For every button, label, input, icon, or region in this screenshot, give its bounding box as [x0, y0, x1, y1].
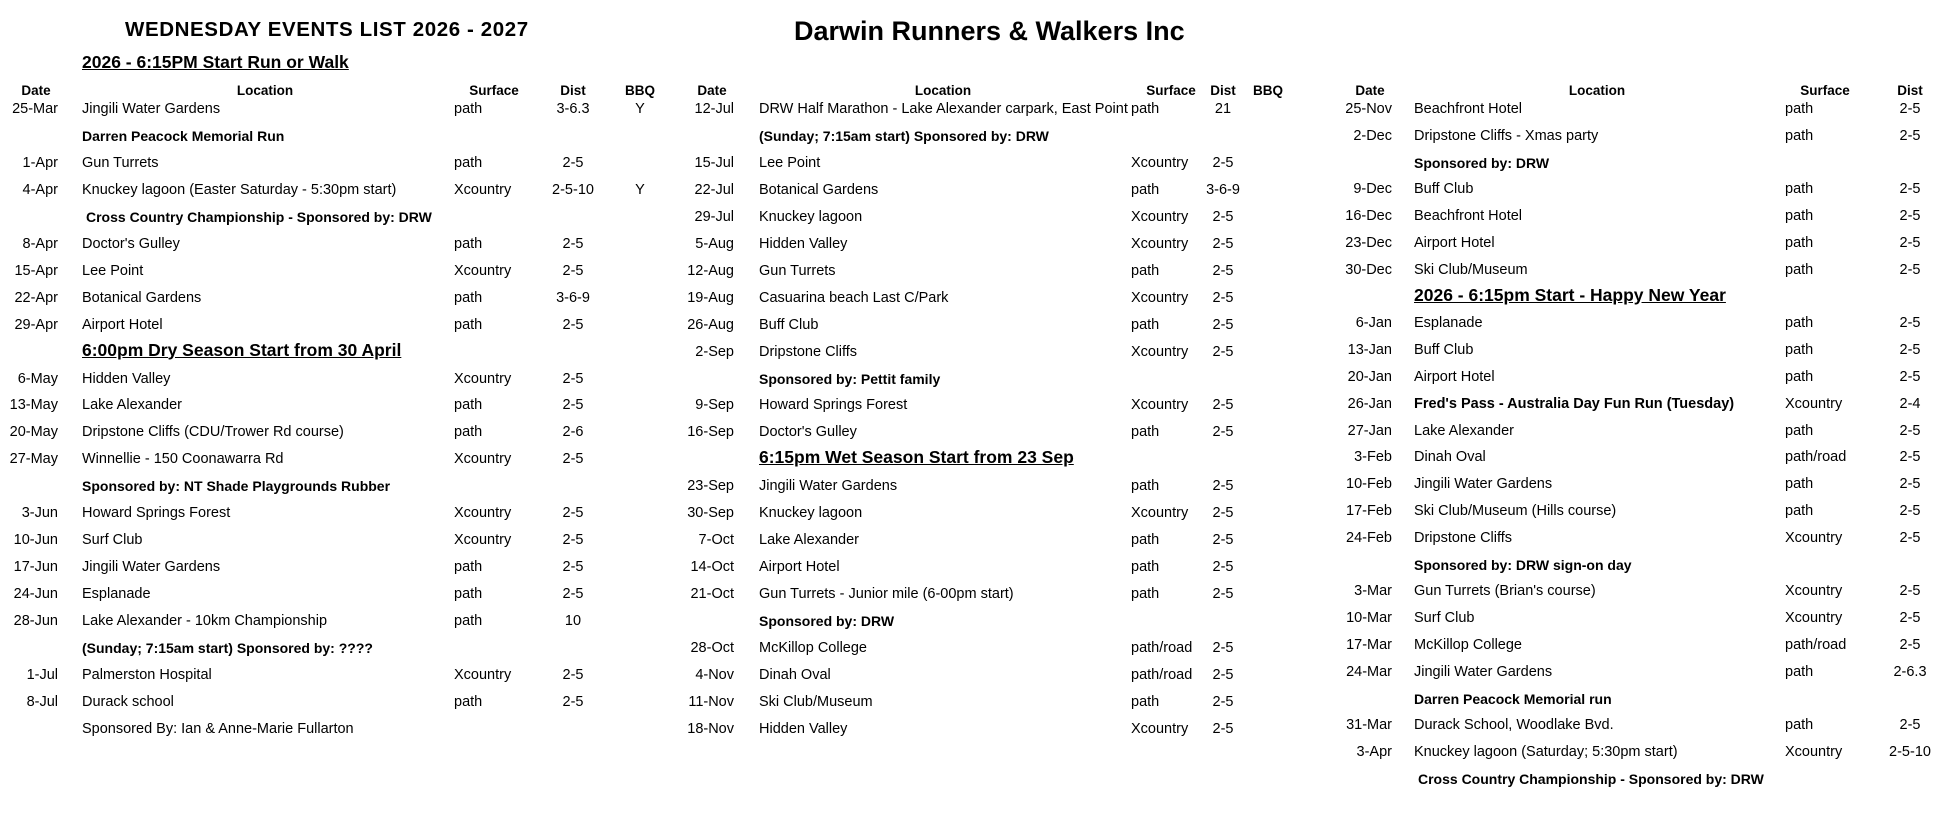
note-text: Sponsored by: DRW sign-on day: [1414, 556, 1632, 573]
event-distance: 2-5: [1212, 235, 1234, 252]
table-row: [0, 501, 1949, 521]
event-location: Buff Club: [1414, 181, 1474, 198]
section-heading: [0, 284, 1949, 307]
event-date: 23-Dec: [1345, 235, 1392, 251]
event-surface: Xcountry: [1785, 610, 1843, 627]
event-surface: Xcountry: [1131, 208, 1189, 225]
event-distance: 2-5: [1899, 369, 1921, 385]
event-distance: 2-6.3: [1893, 663, 1927, 680]
note-text: Darren Peacock Memorial run: [1414, 690, 1612, 707]
event-distance: 2-5: [1899, 181, 1921, 198]
event-date: 23-Sep: [687, 478, 734, 495]
event-date: 12-Aug: [687, 262, 734, 279]
column-header-surface: Surface: [1800, 83, 1850, 98]
table-row: [0, 313, 1949, 333]
event-distance: 2-5: [562, 532, 584, 549]
event-date: 2-Dec: [1353, 127, 1392, 144]
event-surface: Xcountry: [1131, 235, 1189, 252]
event-surface: path: [454, 613, 483, 630]
event-location: Ski Club/Museum: [759, 693, 873, 710]
event-date: 18-Nov: [687, 720, 734, 737]
row-note: [0, 153, 1949, 173]
event-surface: path: [1131, 101, 1160, 117]
event-surface: path: [1131, 586, 1160, 603]
event-date: 30-Dec: [1345, 261, 1392, 278]
column-header-location: Location: [914, 83, 972, 98]
event-date: 27-Jan: [1347, 422, 1392, 439]
note-text: Sponsored by: DRW: [1414, 154, 1550, 171]
event-date: 24-Feb: [1346, 529, 1392, 546]
event-distance: 21: [1214, 101, 1232, 117]
event-distance: 2-5: [562, 262, 584, 279]
event-distance: 2-5: [562, 370, 584, 387]
event-distance: 2-6: [562, 424, 584, 441]
event-date: 15-Apr: [14, 262, 58, 279]
event-distance: 2-5: [1212, 505, 1234, 522]
column-header-location: Location: [236, 83, 294, 98]
event-date: 10-Jun: [13, 532, 58, 549]
event-date: 21-Oct: [690, 586, 734, 603]
event-surface: path: [454, 693, 483, 710]
event-date: 4-Nov: [695, 666, 734, 683]
event-distance: 2-5: [562, 316, 584, 333]
event-date: 8-Apr: [22, 235, 58, 252]
event-surface: Xcountry: [454, 532, 512, 549]
event-date: 11-Nov: [688, 693, 734, 710]
event-date: 29-Jul: [694, 208, 734, 225]
event-location: Jingili Water Gardens: [82, 101, 221, 117]
event-location: Botanical Gardens: [759, 181, 879, 198]
event-date: 26-Jan: [1347, 395, 1392, 412]
table-row: [0, 715, 1949, 735]
event-location: Jingili Water Gardens: [82, 559, 221, 576]
event-surface: Xcountry: [1131, 343, 1189, 360]
event-location: Airport Hotel: [1414, 369, 1495, 385]
event-surface: Xcountry: [1785, 744, 1843, 761]
event-location: DRW Half Marathon - Lake Alexander carpark, East Point: [759, 101, 1128, 117]
event-surface: path: [1131, 532, 1160, 549]
event-location: Gun Turrets: [759, 262, 836, 279]
table-row: [0, 608, 1949, 628]
event-location: Beachfront Hotel: [1414, 208, 1523, 225]
event-date: 6-May: [17, 370, 58, 387]
event-distance: 2-5: [1899, 315, 1921, 332]
event-date: 1-Apr: [22, 154, 58, 171]
section-heading-text: 2026 - 6:15pm Start - Happy New Year: [1414, 284, 1726, 305]
event-surface: path: [1785, 127, 1814, 144]
section-heading-text: 6:00pm Dry Season Start from 30 April: [82, 339, 402, 360]
event-distance: 3-6-9: [1206, 181, 1240, 198]
event-surface: path: [1131, 559, 1160, 576]
event-date: 20-May: [9, 424, 58, 441]
event-distance: 2-5: [1899, 101, 1921, 117]
event-location: Gun Turrets - Junior mile (6-00pm start): [759, 586, 1014, 603]
column-header-surface: Surface: [469, 83, 519, 98]
event-surface: path/road: [1785, 637, 1847, 653]
table-row: [0, 662, 1949, 682]
event-location: Knuckey lagoon: [759, 505, 863, 522]
event-distance: 2-5: [562, 235, 584, 252]
event-date: 20-Jan: [1347, 369, 1392, 385]
event-date: 3-Jun: [21, 505, 58, 522]
event-surface: path/road: [1785, 449, 1847, 466]
event-date: 24-Mar: [1346, 663, 1392, 680]
event-date: 14-Oct: [690, 559, 734, 576]
event-location: Palmerston Hospital: [82, 666, 212, 683]
event-distance: 2-5: [1899, 717, 1921, 734]
note-text: (Sunday; 7:15am start) Sponsored by: ????: [82, 640, 373, 656]
event-location: Knuckey lagoon (Saturday; 5:30pm start): [1414, 744, 1678, 761]
event-surface: path: [454, 424, 483, 441]
event-location: Jingili Water Gardens: [1414, 476, 1553, 493]
event-location: Beachfront Hotel: [1414, 101, 1523, 117]
event-date: 16-Dec: [1345, 208, 1392, 225]
event-location: Hidden Valley: [82, 370, 171, 387]
event-distance: 2-5-10: [552, 181, 594, 198]
event-date: 22-Jul: [694, 181, 734, 198]
event-location: Dripstone Cliffs (CDU/Trower Rd course): [82, 424, 344, 441]
event-location: Airport Hotel: [759, 559, 840, 576]
event-location: Surf Club: [1414, 610, 1475, 627]
event-surface: path: [1131, 181, 1160, 198]
event-location: Gun Turrets: [82, 154, 159, 171]
event-date: 16-Sep: [687, 424, 734, 441]
event-location: Airport Hotel: [82, 316, 163, 333]
event-surface: Xcountry: [1785, 583, 1843, 600]
event-date: 17-Feb: [1346, 503, 1392, 519]
event-surface: path: [454, 101, 483, 117]
table-row: [0, 474, 1949, 494]
event-surface: path: [1785, 208, 1814, 225]
event-date: 28-Jun: [13, 613, 58, 630]
event-surface: path: [1131, 693, 1160, 710]
event-date: 1-Jul: [26, 666, 58, 683]
note-text: Darren Peacock Memorial Run: [82, 127, 285, 144]
event-bbq: Y: [635, 101, 645, 117]
event-date: 3-Mar: [1354, 583, 1392, 600]
event-surface: path: [454, 235, 483, 252]
table-row: [0, 99, 1949, 119]
event-location: Hidden Valley: [759, 235, 848, 252]
event-distance: 2-5: [1212, 478, 1234, 495]
event-surface: Xcountry: [454, 666, 512, 683]
event-surface: Xcountry: [1785, 395, 1843, 412]
event-date: 26-Aug: [687, 316, 734, 333]
event-distance: 2-5: [562, 586, 584, 603]
event-surface: path: [1785, 315, 1814, 332]
event-distance: 2-5: [1899, 342, 1921, 359]
event-date: 5-Aug: [695, 235, 734, 252]
event-distance: 2-5: [562, 154, 584, 171]
event-location: Surf Club: [82, 532, 143, 549]
table-row: [0, 394, 1949, 414]
event-location: Dripstone Cliffs - Xmas party: [1414, 127, 1599, 144]
event-location: Howard Springs Forest: [759, 397, 908, 414]
event-location: Esplanade: [1414, 315, 1483, 332]
event-distance: 2-5: [1899, 637, 1921, 653]
event-location: Howard Springs Forest: [82, 505, 231, 522]
event-location: Dinah Oval: [1414, 449, 1486, 466]
event-date: 10-Mar: [1346, 610, 1392, 627]
event-distance: 2-5: [1899, 261, 1921, 278]
event-date: 10-Feb: [1346, 476, 1392, 493]
event-surface: path/road: [1131, 666, 1193, 683]
note-text: Cross Country Championship - Sponsored by: DRW: [1418, 771, 1764, 787]
event-distance: 2-5: [1212, 316, 1234, 333]
event-date: 3-Apr: [1356, 744, 1392, 761]
event-location: Jingili Water Gardens: [1414, 663, 1553, 680]
table-row: [0, 528, 1949, 548]
event-distance: 2-5: [1212, 693, 1234, 710]
event-surface: path: [1785, 181, 1814, 198]
event-location: Doctor's Gulley: [82, 235, 180, 252]
event-distance: 2-5: [1899, 208, 1921, 225]
event-distance: 2-5: [562, 397, 584, 414]
event-location: McKillop College: [1414, 637, 1522, 653]
table-row: [0, 260, 1949, 280]
event-distance: 2-5: [1212, 532, 1234, 549]
event-location: Lake Alexander - 10km Championship: [82, 613, 328, 630]
event-date: 27-May: [9, 451, 58, 468]
event-date: 2-Sep: [695, 343, 734, 360]
event-date: 22-Apr: [14, 289, 58, 306]
event-bbq: Y: [635, 181, 645, 198]
event-date: 3-Feb: [1354, 449, 1392, 466]
event-location: Knuckey lagoon: [759, 208, 863, 225]
event-distance: 2-5: [562, 505, 584, 522]
table-row: [0, 340, 1949, 360]
event-date: 17-Jun: [13, 559, 58, 576]
event-location: Dinah Oval: [759, 666, 831, 683]
event-distance: 2-5: [1899, 476, 1921, 493]
note-text: Sponsored by: Pettit family: [759, 370, 941, 387]
table-row: [0, 233, 1949, 253]
event-surface: Xcountry: [454, 370, 512, 387]
event-surface: path: [1131, 262, 1160, 279]
column-header-date: Date: [697, 83, 727, 98]
event-location: Airport Hotel: [1414, 235, 1495, 251]
event-distance: 2-5: [562, 451, 584, 468]
table-row: [0, 581, 1949, 601]
event-location: Hidden Valley: [759, 720, 848, 737]
event-surface: path: [1131, 316, 1160, 333]
event-surface: path: [1131, 424, 1160, 441]
note-text: Sponsored By: Ian & Anne-Marie Fullarton: [82, 720, 354, 737]
event-surface: Xcountry: [454, 505, 512, 522]
event-date: 9-Sep: [695, 397, 734, 414]
column-header-date: Date: [21, 83, 51, 98]
event-distance: 2-5: [1899, 449, 1921, 466]
event-distance: 2-5: [1899, 529, 1921, 546]
table-row: [0, 126, 1949, 146]
event-surface: path: [454, 289, 483, 306]
row-note: [0, 555, 1949, 575]
event-distance: 2-5: [1212, 397, 1234, 414]
event-location: Lake Alexander: [82, 397, 182, 414]
event-distance: 2-5: [1212, 424, 1234, 441]
event-location: Casuarina beach Last C/Park: [759, 289, 949, 306]
column-header-date: Date: [1355, 83, 1385, 98]
event-location: Ski Club/Museum: [1414, 261, 1528, 278]
event-location: McKillop College: [759, 640, 867, 656]
event-distance: 2-5: [1212, 208, 1234, 225]
event-distance: 2-5: [1212, 586, 1234, 603]
event-distance: 2-5: [1899, 235, 1921, 251]
column-header-dist: Dist: [1210, 83, 1236, 98]
column-header-bbq: BBQ: [1253, 83, 1283, 98]
event-surface: Xcountry: [454, 262, 512, 279]
event-distance: 2-5: [1212, 559, 1234, 576]
event-surface: Xcountry: [1131, 154, 1189, 171]
event-location: Durack School, Woodlake Bvd.: [1414, 717, 1614, 734]
event-distance: 2-5: [1899, 127, 1921, 144]
event-date: 25-Mar: [12, 101, 58, 117]
table-row: [0, 421, 1949, 441]
event-location: Doctor's Gulley: [759, 424, 857, 441]
event-distance: 2-5: [562, 666, 584, 683]
event-surface: path: [1785, 663, 1814, 680]
event-distance: 2-5: [1212, 720, 1234, 737]
event-location: Gun Turrets (Brian's course): [1414, 583, 1596, 600]
event-location: Dripstone Cliffs: [759, 343, 858, 360]
event-surface: path: [454, 586, 483, 603]
event-surface: path: [1785, 503, 1814, 519]
event-date: 29-Apr: [14, 316, 58, 333]
event-distance: 2-5: [1212, 343, 1234, 360]
event-distance: 2-5: [1212, 154, 1234, 171]
event-location: Durack school: [82, 693, 174, 710]
event-location: Winnellie - 150 Coonawarra Rd: [82, 451, 284, 468]
table-row: [0, 742, 1949, 762]
event-distance: 2-5: [562, 693, 584, 710]
event-distance: 2-5-10: [1889, 744, 1931, 761]
season-subtitle: 2026 - 6:15PM Start Run or Walk: [82, 52, 349, 72]
event-surface: path: [1785, 369, 1814, 385]
event-distance: 2-5: [562, 559, 584, 576]
event-distance: 3-6.3: [556, 101, 590, 117]
event-distance: 2-5: [1212, 640, 1234, 656]
event-location: Jingili Water Gardens: [759, 478, 898, 495]
event-surface: path: [1785, 476, 1814, 493]
event-distance: 2-5: [1899, 610, 1921, 627]
event-location: Esplanade: [82, 586, 151, 603]
event-date: 31-Mar: [1346, 717, 1392, 734]
event-surface: Xcountry: [1131, 505, 1189, 522]
event-distance: 2-5: [1899, 422, 1921, 439]
event-surface: path: [454, 397, 483, 414]
event-surface: Xcountry: [1131, 720, 1189, 737]
event-date: 25-Nov: [1345, 101, 1392, 117]
event-surface: path: [1785, 101, 1814, 117]
table-row: [0, 635, 1949, 655]
section-heading-text: 6:15pm Wet Season Start from 23 Sep: [759, 447, 1074, 468]
event-surface: path: [1131, 478, 1160, 495]
event-surface: path: [1785, 342, 1814, 359]
event-location: Fred's Pass - Australia Day Fun Run (Tuesday): [1414, 395, 1735, 412]
event-surface: Xcountry: [454, 451, 512, 468]
event-date: 24-Jun: [13, 586, 58, 603]
event-location: Lake Alexander: [1414, 422, 1514, 439]
event-date: 17-Mar: [1346, 637, 1392, 653]
event-surface: Xcountry: [1131, 397, 1189, 414]
column-header-location: Location: [1568, 83, 1626, 98]
event-date: 7-Oct: [698, 532, 734, 549]
club-title: Darwin Runners & Walkers Inc: [794, 16, 1185, 46]
event-location: Buff Club: [1414, 342, 1474, 359]
event-date: 4-Apr: [22, 181, 58, 198]
event-surface: path: [1785, 261, 1814, 278]
event-distance: 2-5: [1212, 289, 1234, 306]
event-location: Lake Alexander: [759, 532, 859, 549]
column-header-dist: Dist: [1897, 83, 1923, 98]
event-distance: 3-6-9: [556, 289, 590, 306]
event-location: Botanical Gardens: [82, 289, 202, 306]
event-surface: path: [454, 154, 483, 171]
event-location: Lee Point: [82, 262, 144, 279]
column-header-dist: Dist: [560, 83, 586, 98]
table-row: [0, 206, 1949, 226]
event-distance: 2-5: [1212, 666, 1234, 683]
event-distance: 2-5: [1899, 583, 1921, 600]
event-date: 19-Aug: [687, 289, 734, 306]
event-date: 13-Jan: [1347, 342, 1392, 359]
event-distance: 2-4: [1899, 395, 1921, 412]
event-location: Dripstone Cliffs: [1414, 529, 1513, 546]
note-text: (Sunday; 7:15am start) Sponsored by: DRW: [759, 127, 1049, 144]
table-row: [0, 179, 1949, 199]
table-row: [0, 447, 1949, 467]
event-surface: path: [1785, 235, 1814, 251]
event-date: 8-Jul: [26, 693, 58, 710]
event-date: 15-Jul: [694, 154, 734, 171]
event-date: 28-Oct: [690, 640, 734, 656]
event-date: 12-Jul: [694, 101, 734, 117]
note-text: Sponsored by: NT Shade Playgrounds Rubber: [82, 478, 391, 495]
row-note: [0, 689, 1949, 709]
event-date: 6-Jan: [1355, 315, 1392, 332]
event-date: 30-Sep: [687, 505, 734, 522]
event-surface: Xcountry: [1785, 529, 1843, 546]
event-surface: path: [1785, 717, 1814, 734]
event-location: Buff Club: [759, 316, 819, 333]
event-date: 9-Dec: [1353, 181, 1392, 198]
list-title: WEDNESDAY EVENTS LIST 2026 - 2027: [125, 18, 529, 41]
event-surface: Xcountry: [454, 181, 512, 198]
event-distance: 10: [564, 613, 582, 630]
column-header-bbq: BBQ: [625, 83, 655, 98]
note-text: Sponsored by: DRW: [759, 613, 895, 630]
event-surface: path/road: [1131, 640, 1193, 656]
event-location: Knuckey lagoon (Easter Saturday - 5:30pm start): [82, 181, 397, 198]
event-location: Ski Club/Museum (Hills course): [1414, 503, 1617, 519]
event-surface: path: [454, 316, 483, 333]
event-distance: 2-5: [1212, 262, 1234, 279]
event-distance: 2-5: [1899, 503, 1921, 519]
event-surface: path: [454, 559, 483, 576]
event-surface: Xcountry: [1131, 289, 1189, 306]
event-surface: path: [1785, 422, 1814, 439]
column-header-surface: Surface: [1146, 83, 1196, 98]
event-location: Lee Point: [759, 154, 821, 171]
event-date: 13-May: [9, 397, 58, 414]
note-text: Cross Country Championship - Sponsored by: DRW: [86, 208, 432, 225]
table-row: [0, 367, 1949, 387]
row-note: [0, 769, 1949, 789]
